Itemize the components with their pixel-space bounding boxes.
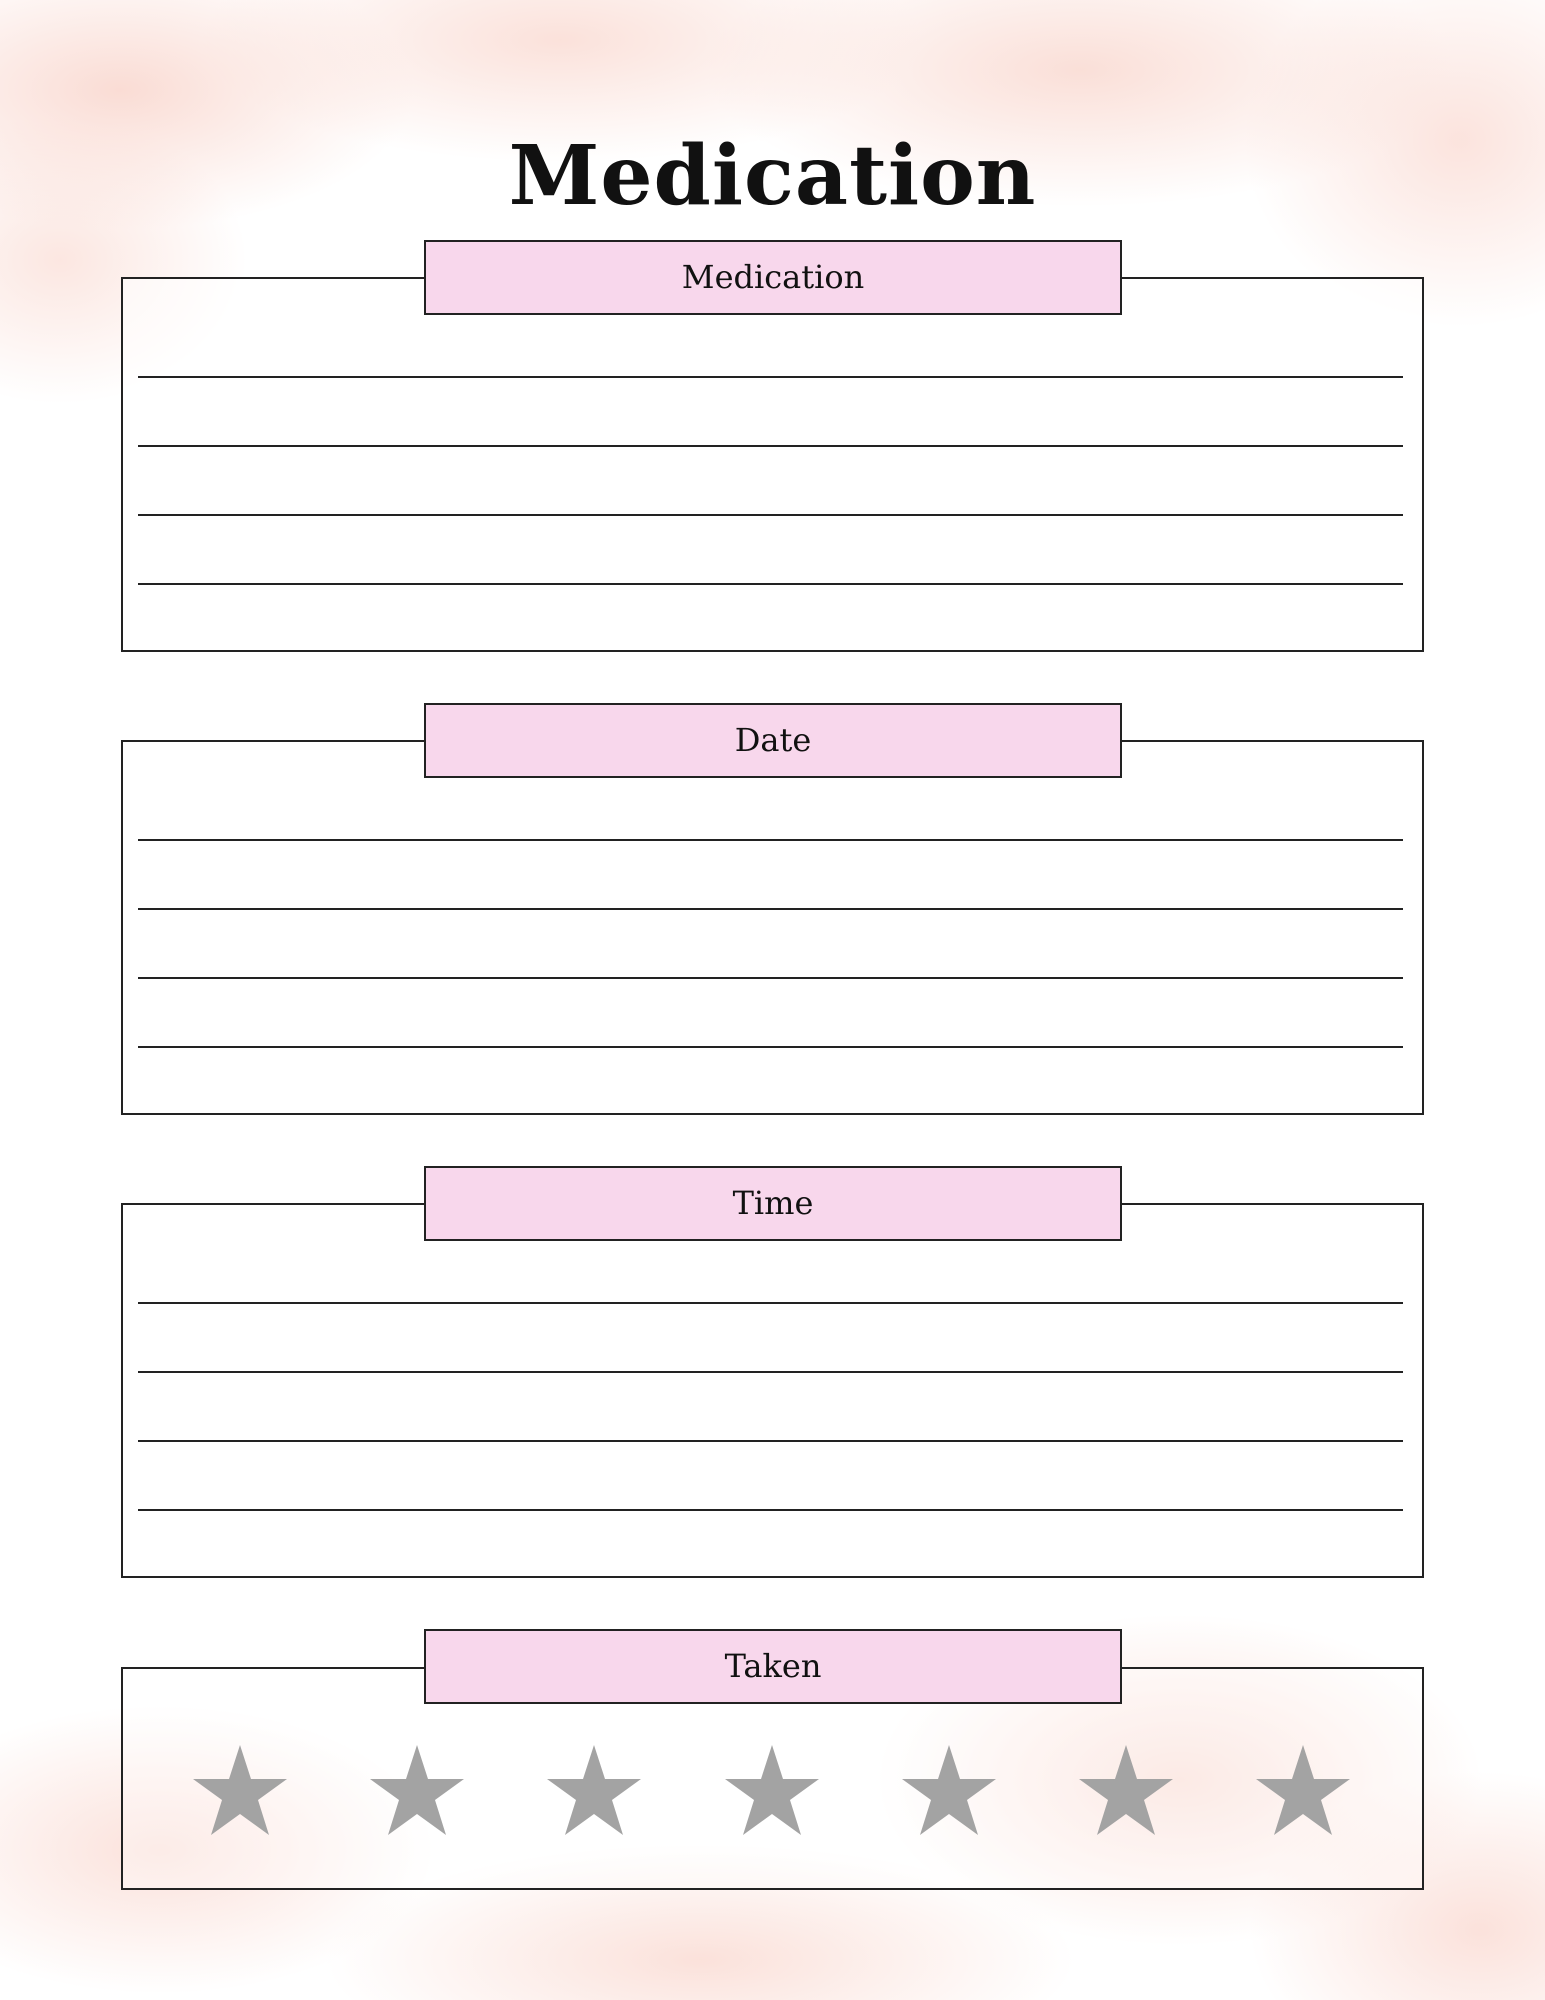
star-icon[interactable] xyxy=(1079,1745,1173,1837)
medication-line-4[interactable] xyxy=(138,583,1403,585)
star-shape xyxy=(1256,1745,1350,1835)
taken-star-row xyxy=(121,1745,1424,1841)
star-icon[interactable] xyxy=(902,1745,996,1837)
medication-section-label: Medication xyxy=(424,240,1122,315)
date-section-label: Date xyxy=(424,703,1122,778)
star-shape xyxy=(193,1745,287,1835)
star-shape xyxy=(370,1745,464,1835)
time-section-label: Time xyxy=(424,1166,1122,1241)
page-title: Medication xyxy=(508,128,1037,224)
star-shape xyxy=(547,1745,641,1835)
taken-section-label: Taken xyxy=(424,1629,1122,1704)
date-line-2[interactable] xyxy=(138,908,1403,910)
star-shape xyxy=(725,1745,819,1835)
star-icon[interactable] xyxy=(370,1745,464,1837)
time-line-2[interactable] xyxy=(138,1371,1403,1373)
medication-section xyxy=(121,277,1424,652)
time-line-4[interactable] xyxy=(138,1509,1403,1511)
star-shape xyxy=(1079,1745,1173,1835)
star-icon[interactable] xyxy=(1256,1745,1350,1837)
medication-line-1[interactable] xyxy=(138,376,1403,378)
star-icon[interactable] xyxy=(725,1745,819,1837)
medication-line-3[interactable] xyxy=(138,514,1403,516)
star-icon[interactable] xyxy=(193,1745,287,1837)
time-section xyxy=(121,1203,1424,1578)
star-shape xyxy=(902,1745,996,1835)
date-line-3[interactable] xyxy=(138,977,1403,979)
date-line-4[interactable] xyxy=(138,1046,1403,1048)
date-section xyxy=(121,740,1424,1115)
time-line-1[interactable] xyxy=(138,1302,1403,1304)
medication-line-2[interactable] xyxy=(138,445,1403,447)
date-line-1[interactable] xyxy=(138,839,1403,841)
time-line-3[interactable] xyxy=(138,1440,1403,1442)
star-icon[interactable] xyxy=(547,1745,641,1837)
